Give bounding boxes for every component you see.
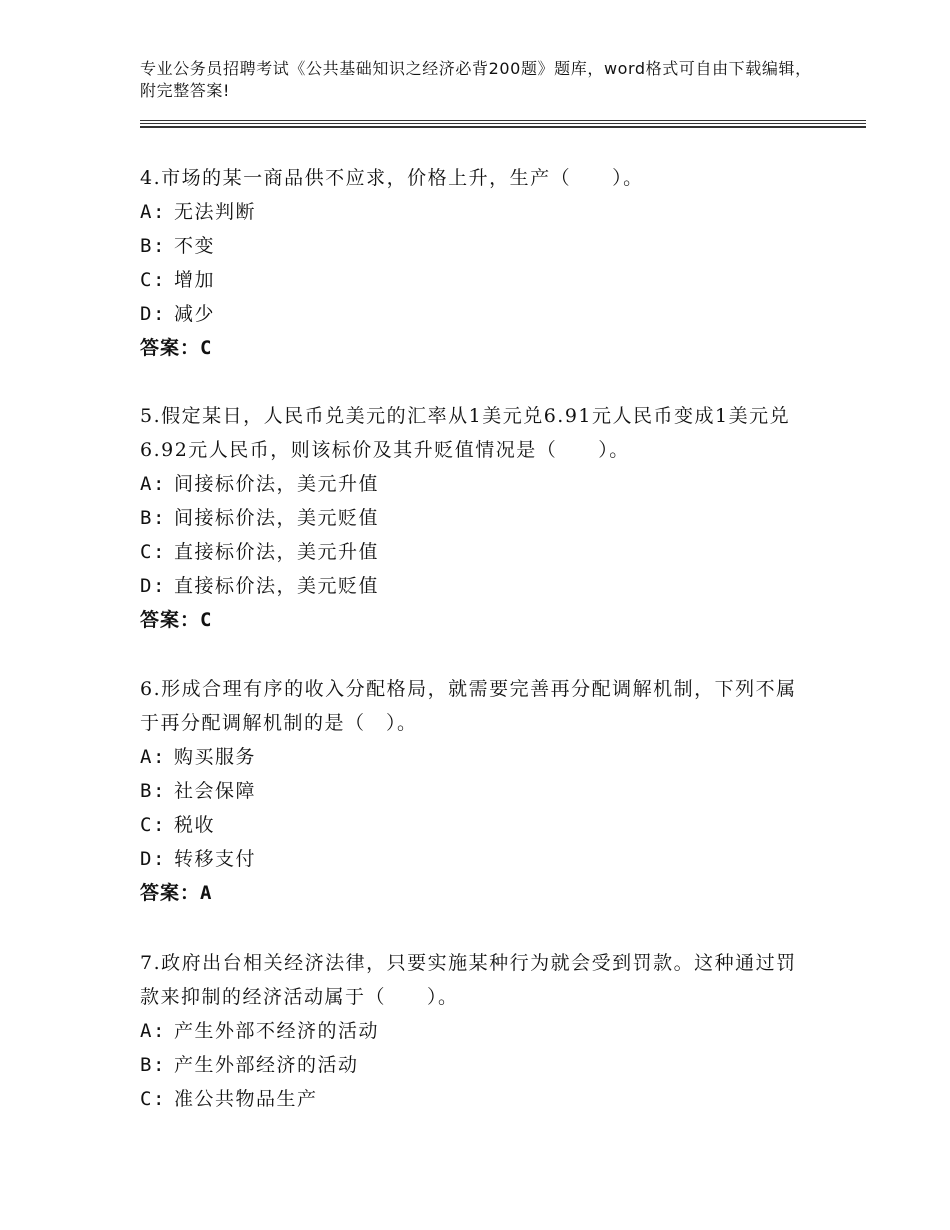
option-d	[140, 842, 810, 876]
option-letter: B:	[140, 780, 166, 802]
option-text: 间接标价法，美元贬值	[174, 507, 380, 529]
option-letter: A:	[140, 1020, 166, 1042]
option-letter: C:	[140, 814, 166, 836]
answer-line	[140, 876, 810, 910]
question-5	[140, 399, 810, 637]
answer-label: 答案：	[140, 882, 201, 904]
option-a	[140, 1014, 810, 1048]
option-text: 购买服务	[174, 746, 257, 768]
option-a	[140, 740, 810, 774]
option-text: 无法判断	[174, 201, 257, 223]
option-letter: D:	[140, 575, 166, 597]
header-divider	[140, 120, 866, 121]
option-c	[140, 535, 810, 569]
answer-value: C	[200, 609, 213, 631]
option-letter: B:	[140, 507, 166, 529]
option-c	[140, 263, 810, 297]
question-4	[140, 161, 810, 365]
option-text: 增加	[174, 269, 216, 291]
option-letter: D:	[140, 848, 166, 870]
answer-label: 答案：	[140, 609, 201, 631]
option-d	[140, 569, 810, 603]
question-stem: 4.市场的某一商品供不应求，价格上升，生产（ ）。	[140, 167, 644, 189]
option-letter: D:	[140, 303, 166, 325]
option-text: 直接标价法，美元贬值	[174, 575, 380, 597]
option-letter: A:	[140, 746, 166, 768]
answer-value: C	[200, 337, 213, 359]
header-divider	[140, 126, 866, 128]
option-b	[140, 1048, 810, 1082]
option-text: 社会保障	[174, 780, 257, 802]
answer-label: 答案：	[140, 337, 201, 359]
option-text: 准公共物品生产	[174, 1088, 318, 1110]
option-d	[140, 297, 810, 331]
answer-line	[140, 331, 810, 365]
header-divider	[140, 123, 866, 124]
option-letter: B:	[140, 235, 166, 257]
option-text: 转移支付	[174, 848, 257, 870]
option-a	[140, 467, 810, 501]
option-letter: A:	[140, 201, 166, 223]
answer-value: A	[200, 882, 213, 904]
option-letter: A:	[140, 473, 166, 495]
question-7	[140, 946, 810, 1116]
option-a	[140, 195, 810, 229]
option-text: 减少	[174, 303, 216, 325]
option-b	[140, 501, 810, 535]
option-text: 税收	[174, 814, 216, 836]
option-text: 产生外部经济的活动	[174, 1054, 359, 1076]
option-letter: B:	[140, 1054, 166, 1076]
question-stem: 7.政府出台相关经济法律，只要实施某种行为就会受到罚款。这种通过罚款来抑制的经济活动属于（ ）。	[140, 952, 797, 1008]
option-c	[140, 1082, 810, 1116]
option-letter: C:	[140, 1088, 166, 1110]
option-text: 产生外部不经济的活动	[174, 1020, 380, 1042]
option-text: 直接标价法，美元升值	[174, 541, 380, 563]
question-stem: 5.假定某日，人民币兑美元的汇率从1美元兑6.91元人民币变成1美元兑6.92元人民币，则该标价及其升贬值情况是（ ）。	[140, 405, 791, 461]
option-letter: C:	[140, 269, 166, 291]
option-letter: C:	[140, 541, 166, 563]
option-b	[140, 229, 810, 263]
document-header: 专业公务员招聘考试《公共基础知识之经济必背200题》题库，word格式可自由下载编辑，附完整答案!	[140, 59, 812, 100]
option-b	[140, 774, 810, 808]
option-text: 不变	[174, 235, 216, 257]
option-c	[140, 808, 810, 842]
question-6	[140, 672, 810, 910]
option-text: 间接标价法，美元升值	[174, 473, 380, 495]
answer-line	[140, 603, 810, 637]
question-stem: 6.形成合理有序的收入分配格局，就需要完善再分配调解机制，下列不属于再分配调解机制的是（ ）。	[140, 678, 797, 734]
